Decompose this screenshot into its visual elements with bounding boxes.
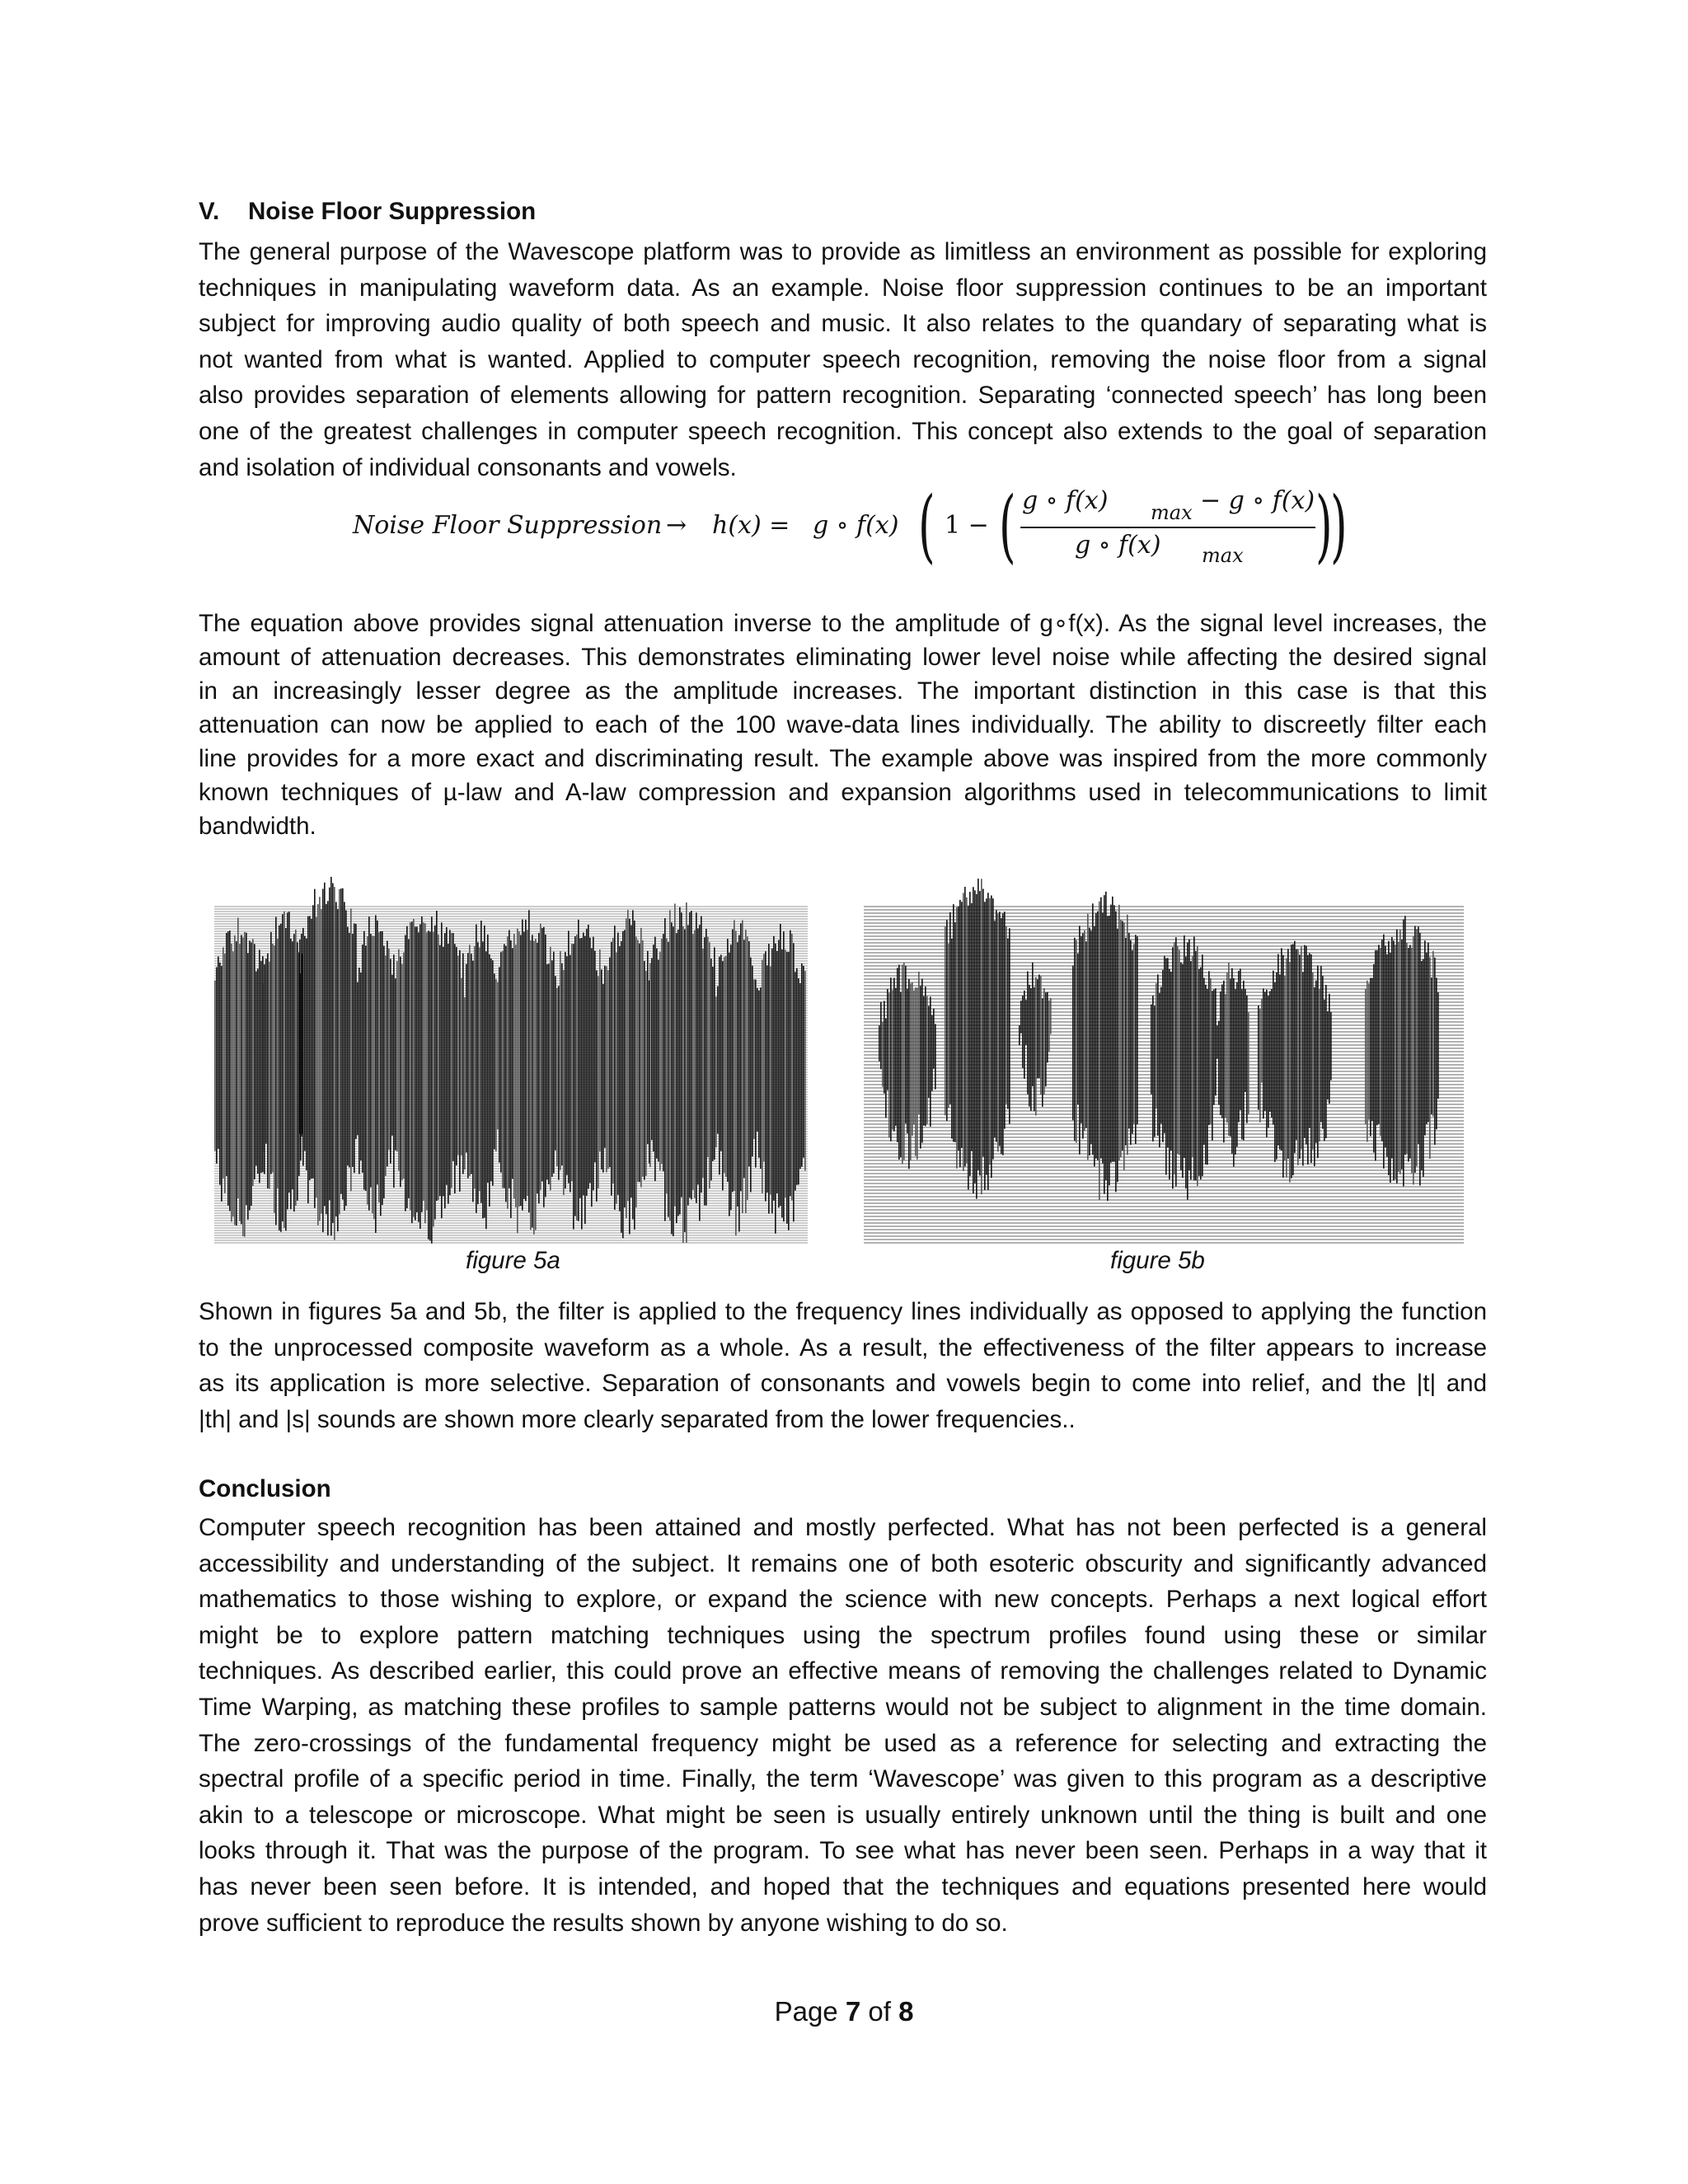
paragraph-line: The zero-crossings of the fundamental frequency might be used as a reference for selecting and extracting the (199, 1729, 1487, 1757)
numerator-a: g ∘ f(x) (1022, 486, 1109, 515)
equation-lhs: h(x) = (712, 511, 790, 540)
paragraph-line: Computer speech recognition has been attained and mostly perfected. What has not been perfected is a general (199, 1514, 1487, 1541)
paragraph-line: attenuation can now be applied to each of the 100 wave-data lines individually. The ability to discreetly filter each (199, 711, 1487, 738)
outer-left-paren: ( (918, 480, 935, 572)
paragraph-line: The equation above provides signal attenuation inverse to the amplitude of g∘f(x). As the signal level increases, the (199, 610, 1487, 637)
section-number: V. (199, 198, 220, 225)
paragraph-line: also provides separation of elements allowing for pattern recognition. Separating ‘connected speech’ has long been (199, 382, 1487, 410)
conclusion-paragraph (199, 1510, 1487, 1941)
figure-5a (213, 857, 809, 1248)
paragraph-line: subject for improving audio quality of both speech and music. It also relates to the quandary of separating what is (199, 310, 1487, 338)
paragraph-line: looks through it. That was the purpose of the program. To see what has never been seen. Perhaps in a way that it (199, 1837, 1487, 1865)
paragraph-line: in an increasingly lesser degree as the amplitude increases. The important distinction in this case is that this (199, 677, 1487, 705)
paragraph-line: as its application is more selective. Separation of consonants and vowels begin to come into relief, and the |t| and (199, 1370, 1487, 1398)
page-word: Page (774, 1996, 838, 2027)
figure-5b (862, 857, 1465, 1248)
numerator-b: − g ∘ f(x) (1200, 486, 1315, 515)
noise-floor-equation (353, 480, 1348, 575)
figure-5b-spectrogram (862, 857, 1465, 1248)
paragraph-line: techniques in manipulating waveform data. As an example. Noise floor suppression continues to be an important (199, 274, 1487, 302)
numerator-sub: max (1151, 501, 1193, 524)
paragraph-line: Time Warping, as matching these profiles to sample patterns would not be subject to alignment in the time domain. (199, 1693, 1487, 1721)
equation-one-minus: 1 − (945, 511, 989, 540)
inner-left-paren: ( (999, 480, 1016, 572)
conclusion-heading: Conclusion (199, 1475, 331, 1502)
page-footer (0, 1996, 1688, 2027)
equation-arrow: → (666, 511, 687, 540)
paragraph-line: Shown in figures 5a and 5b, the filter is applied to the frequency lines individually as opposed to applying the function (199, 1298, 1487, 1325)
denominator: g ∘ f(x) (1075, 531, 1161, 560)
figure-5a-caption: figure 5a (466, 1247, 560, 1274)
paragraph-line: accessibility and understanding of the subject. It remains one of both esoteric obscurity and significantly advanced (199, 1549, 1487, 1577)
explanation-paragraph (199, 607, 1487, 843)
inner-right-paren: ) (1315, 480, 1333, 572)
paragraph-line: techniques. As described earlier, this could prove an effective means of removing the challenges related to Dynamic (199, 1657, 1487, 1685)
fraction-bar (1020, 527, 1315, 528)
paragraph-line: might be to explore pattern matching techniques using the spectrum profiles found using these or similar (199, 1621, 1487, 1649)
paragraph-line: to the unprocessed composite waveform as a whole. As a result, the effectiveness of the filter appears to increase (199, 1333, 1487, 1361)
paragraph-line: line provides for a more exact and discriminating result. The example above was inspired from the more commonly (199, 745, 1487, 772)
paragraph-line: amount of attenuation decreases. This demonstrates eliminating lower level noise while affecting the desired signal (199, 644, 1487, 671)
paragraph-line: mathematics to those wishing to explore, or expand the science with new concepts. Perhaps a next logical effort (199, 1586, 1487, 1614)
paragraph-line: has never been seen before. It is intended, and hoped that the techniques and equations presented here would (199, 1872, 1487, 1900)
of-word: of (868, 1996, 891, 2027)
equation-label: Noise Floor Suppression (353, 511, 663, 540)
paragraph-line: |th| and |s| sounds are shown more clearly separated from the lower frequencies.. (199, 1405, 1076, 1433)
paragraph-line: one of the greatest challenges in computer speech recognition. This concept also extends to the goal of separation (199, 417, 1487, 445)
paragraph-line: not wanted from what is wanted. Applied to computer speech recognition, removing the noise floor from a signal (199, 345, 1487, 373)
paragraph-line: bandwidth. (199, 813, 316, 840)
paragraph-line: spectral profile of a specific period in time. Finally, the term ‘Wavescope’ was given to this program as a descriptive (199, 1765, 1487, 1793)
figure-5a-spectrogram (213, 857, 809, 1248)
paragraph-line: akin to a telescope or microscope. What might be seen is usually entirely unknown until the thing is built and one (199, 1801, 1487, 1829)
page-total: 8 (898, 1996, 914, 2027)
section-heading (199, 198, 536, 226)
paragraph-line: prove sufficient to reproduce the results shown by anyone wishing to do so. (199, 1909, 1008, 1937)
intro-paragraph (199, 234, 1487, 485)
paragraph-line: The general purpose of the Wavescope platform was to provide as limitless an environment as possible for exploring (199, 238, 1487, 265)
denominator-sub: max (1202, 544, 1244, 567)
section-title: Noise Floor Suppression (248, 198, 537, 225)
outer-right-paren: ) (1330, 480, 1348, 572)
page-number: 7 (845, 1996, 861, 2027)
paragraph-line: known techniques of µ-law and A-law compression and expansion algorithms used in telecommunications to limit (199, 779, 1487, 806)
figure-5b-caption: figure 5b (1110, 1247, 1205, 1274)
figures-discussion-paragraph (199, 1294, 1487, 1437)
equation-gf: g ∘ f(x) (813, 511, 899, 540)
paragraph-line: and isolation of individual consonants and vowels. (199, 453, 737, 481)
